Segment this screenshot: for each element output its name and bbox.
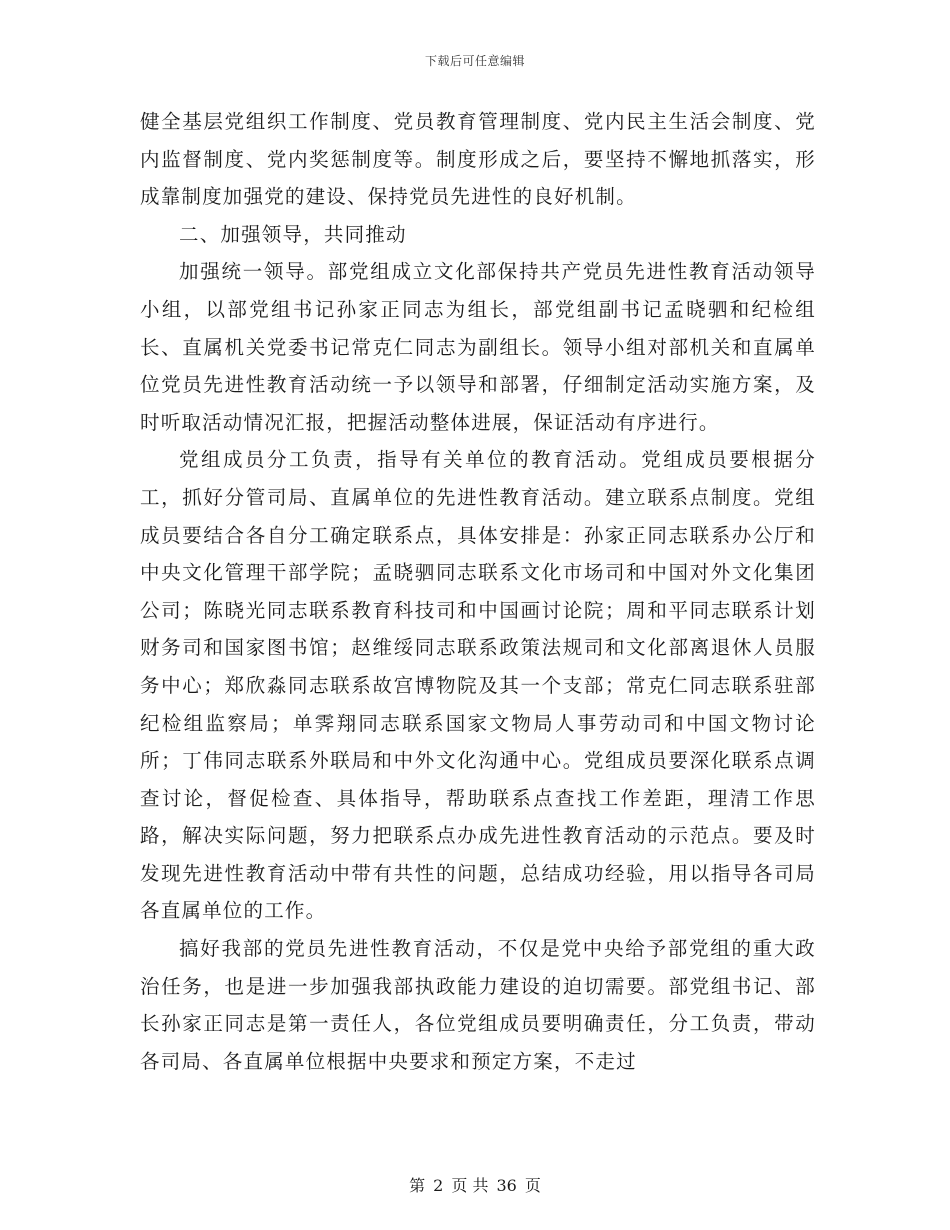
- section-heading: 二、加强领导，共同推动: [179, 222, 407, 246]
- footer-prefix: 第: [409, 1176, 426, 1195]
- footer-suffix: 页: [524, 1176, 541, 1195]
- footer-total-pages: 36: [496, 1176, 517, 1195]
- page-footer: [0, 1173, 950, 1196]
- page-header: 下载后可任意编辑: [424, 54, 525, 68]
- document-body: [140, 103, 816, 1080]
- paragraph-1: 健全基层党组织工作制度、党员教育管理制度、党内民主生活会制度、党内监督制度、党内奖惩制度等。制度形成之后，要坚持不懈地抓落实，形成靠制度加强党的建设、保持党员先进性的良好机制。: [140, 110, 816, 209]
- footer-middle: 页 共: [451, 1176, 489, 1195]
- paragraph-4: 搞好我部的党员先进性教育活动，不仅是党中央给予部党组的重大政治任务，也是进一步加强我部执政能力建设的迫切需要。部党组书记、部长孙家正同志是第一责任人，各位党组成员要明确责任，分工负责，带动各司局、各直属单位根据中央要求和预定方案，不走过: [140, 937, 816, 1073]
- paragraph-3: 党组成员分工负责，指导有关单位的教育活动。党组成员要根据分工，抓好分管司局、直属单位的先进性教育活动。建立联系点制度。党组成员要结合各自分工确定联系点，具体安排是：孙家正同志联系办公厅和中央文化管理干部学院；孟晓驷同志联系文化市场司和中国对外文化集团公司；陈晓光同志联系教育科技司和中国画讨论院；周和平同志联系计划财务司和国家图书馆；赵维绥同志联系政策法规司和文化部离退休人员服务中心；郑欣淼同志联系故宫博物院及其一个支部；常克仁同志联系驻部纪检组监察局；单霁翔同志联系国家文物局人事劳动司和中国文物讨论所；丁伟同志联系外联局和中外文化沟通中心。党组成员要深化联系点调查讨论，督促检查、具体指导，帮助联系点查找工作差距，理清工作思路，解决实际问题，努力把联系点办成先进性教育活动的示范点。要及时发现先进性教育活动中带有共性的问题，总结成功经验，用以指导各司局各直属单位的工作。: [140, 448, 816, 923]
- footer-page-number: 2: [433, 1176, 444, 1195]
- paragraph-2: 加强统一领导。部党组成立文化部保持共产党员先进性教育活动领导小组，以部党组书记孙家正同志为组长，部党组副书记孟晓驷和纪检组长、直属机关党委书记常克仁同志为副组长。领导小组对部机关和直属单位党员先进性教育活动统一予以领导和部署，仔细制定活动实施方案，及时听取活动情况汇报，把握活动整体进展，保证活动有序进行。: [140, 260, 816, 434]
